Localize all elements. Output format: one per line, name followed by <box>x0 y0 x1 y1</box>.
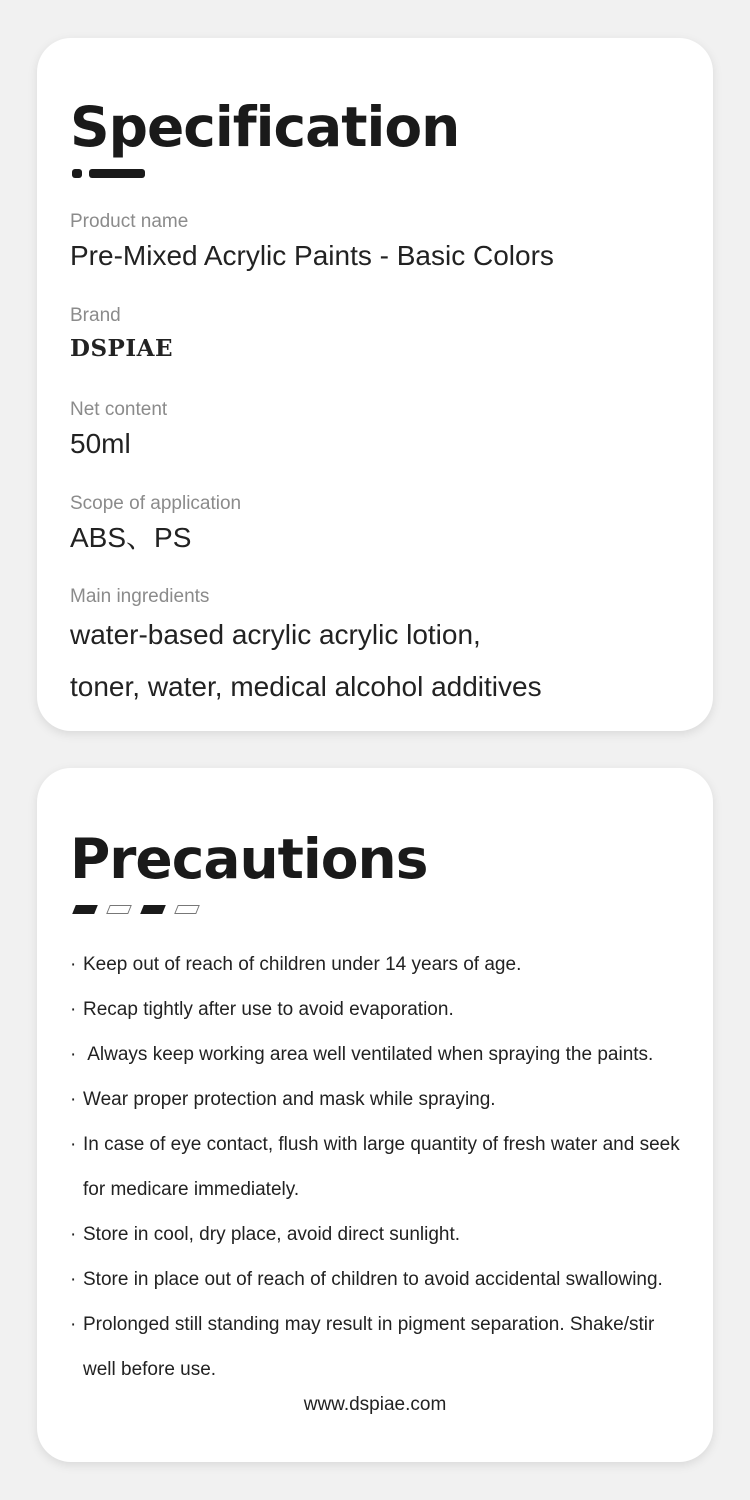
list-item <box>70 1077 710 1122</box>
precautions-card <box>37 768 713 1462</box>
net-content-value: 50ml <box>70 428 131 459</box>
list-item-text: Store in cool, dry place, avoid direct sunlight. <box>83 1224 461 1245</box>
ingredients-label: Main ingredients <box>70 586 210 607</box>
product-name-label: Product name <box>70 211 189 232</box>
list-item <box>70 1212 710 1257</box>
parallelogram-filled <box>140 905 166 914</box>
list-item-text: Always keep working area well ventilated when spraying the paints. <box>83 1044 654 1065</box>
list-item <box>70 942 710 987</box>
precautions-list <box>70 942 710 1392</box>
list-item-text: In case of eye contact, flush with large quantity of fresh water and seek <box>83 1134 680 1155</box>
list-item <box>70 1122 710 1212</box>
ingredients-line-2: toner, water, medical alcohol additives <box>70 671 542 702</box>
scope-field <box>70 492 241 556</box>
precautions-title: Precautions <box>70 827 428 891</box>
underline-bar <box>89 169 145 178</box>
list-item-text: Keep out of reach of children under 14 years of age. <box>83 954 522 975</box>
scope-label: Scope of application <box>70 493 242 514</box>
product-name-field <box>70 210 554 274</box>
product-name-value: Pre-Mixed Acrylic Paints - Basic Colors <box>70 240 554 271</box>
scope-value: ABS、PS <box>70 522 192 553</box>
bullet: · <box>70 1134 77 1155</box>
brand-logo: DSPIAE <box>70 335 173 362</box>
ingredients-field <box>70 585 542 713</box>
list-item-text: Store in place out of reach of children to avoid accidental swallowing. <box>83 1269 663 1290</box>
net-content-label: Net content <box>70 399 168 420</box>
list-item <box>70 987 710 1032</box>
net-content-field <box>70 398 167 462</box>
list-item-text: Prolonged still standing may result in pigment separation. Shake/stir <box>83 1314 655 1335</box>
ingredients-line-1: water-based acrylic acrylic lotion, <box>70 619 481 650</box>
list-item-text: well before use. <box>83 1359 217 1380</box>
parallelogram-outline <box>106 905 132 914</box>
list-item <box>70 1302 710 1392</box>
bullet: · <box>70 1224 77 1245</box>
specification-card <box>37 38 713 731</box>
list-item-text: Wear proper protection and mask while spraying. <box>83 1089 496 1110</box>
bullet: · <box>70 999 77 1020</box>
bullet: · <box>70 1044 77 1065</box>
brand-field <box>70 304 173 363</box>
bullet: · <box>70 954 77 975</box>
list-item <box>70 1257 710 1302</box>
parallelogram-outline <box>174 905 200 914</box>
website-link[interactable]: www.dspiae.com <box>303 1394 447 1415</box>
underline-dot <box>72 169 82 178</box>
bullet: · <box>70 1314 77 1335</box>
list-item <box>70 1032 710 1077</box>
brand-label: Brand <box>70 305 121 326</box>
bullet: · <box>70 1269 77 1290</box>
parallelogram-filled <box>72 905 98 914</box>
list-item-text: for medicare immediately. <box>83 1179 300 1200</box>
list-item-text: Recap tightly after use to avoid evaporation. <box>83 999 454 1020</box>
specification-title: Specification <box>70 95 460 159</box>
bullet: · <box>70 1089 77 1110</box>
